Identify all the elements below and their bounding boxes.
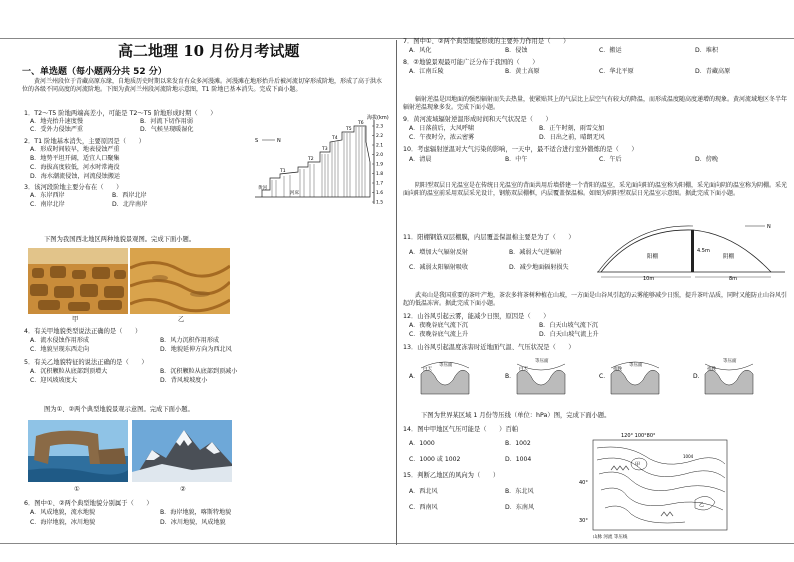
terrace-label-river: 黄河 [258,186,267,191]
intro-passage-5: 阴阳型双层日光温室是在传统日光温室的背面共用后墙搭建一个背阳的温室，采光面向阳的温室称为阳棚，采光面向阴的温室称为阴棚。采光面向阳的温室前采用双层采光设计，钢筋双层棚框，内层覆盖保温棉。如图为阴阳型双层日光温室示意图。据此完成下面小题。 [403,182,788,198]
question-12: 12．山谷风引起云雾，能减少日照，原因是（ ） [403,313,550,320]
terrace-ytick-label: 1.8 [376,172,384,177]
question-9: 9．黄河流域辐射逆温形成时间和天气状况是（ ） [403,116,552,123]
q8-option-a[interactable]: A．江南丘陵 [409,68,444,75]
q11-option-a[interactable]: A．增加大气辐射反射 [409,249,469,256]
q7-option-c[interactable]: C．搬运 [599,47,622,54]
terrace-label-t5: T5 [346,127,352,132]
q12-option-b[interactable]: B．白天山坡气流下沉 [539,322,599,329]
intro-passage-3: 图为①、②两个典型地貌景观示意图。完成下面小题。 [44,406,194,413]
q15-option-c[interactable]: C．西南风 [409,504,438,511]
q12-option-c[interactable]: C．夜晚谷底气流上升 [409,331,469,338]
q10-option-d[interactable]: D．傍晚 [695,156,718,163]
q3-option-a[interactable]: A．东岸西岸 [30,192,65,199]
q11-option-d[interactable]: D．减少地面辐射损失 [509,264,569,271]
greenhouse-label-yang: 阳棚 [647,254,659,260]
q4-option-c[interactable]: C．地貌呈现东西走向 [30,346,90,353]
q1-option-c[interactable]: C．受外力侵蚀严重 [30,126,84,133]
photo-glacier-peak [132,420,232,482]
terrace-ytick-label: 1.6 [376,191,384,196]
q10-option-a[interactable]: A．清晨 [409,156,432,163]
q6-option-b[interactable]: B．海岸地貌，喀斯特地貌 [160,509,232,516]
terrace-ytick-label: 1.7 [376,181,384,187]
q8-option-c[interactable]: C．华北平原 [599,68,634,75]
q1-option-b[interactable]: B．河流下切作用弱 [140,118,193,125]
q2-option-c[interactable]: C．海拔高度较低，河水时常淹没 [30,164,120,171]
terrace-label-t4: T4 [332,136,338,141]
valley-option-d [693,357,753,394]
question-10: 10．考虑辐射逆温对大气污染的影响，一天中，最不适合进行室外锻炼的是（ ） [403,146,638,153]
valley-d-letter: D． [693,373,704,380]
intro-passage-2: 下图为我国西北地区两种地貌景观图。完成下面小题。 [44,236,196,243]
left-column [0,0,396,562]
isobar-map-lat40: 40° [579,480,588,486]
exam-title: 高二地理 10 月份月考试题 [118,42,300,60]
q14-option-c[interactable]: C．1000 或 1002 [409,456,461,463]
terrace-ytick-label: 1.5 [376,200,384,206]
terrace-label-riverbed: 河床 [290,191,299,196]
q3-option-d[interactable]: D．北岸南岸 [112,201,148,208]
isobar-map-yi: 乙 [699,502,705,508]
q15-option-b[interactable]: B．东北风 [505,488,534,495]
terrace-label-n: N [277,138,281,144]
photo-sea-arch [28,420,128,482]
section-heading: 一、单选题（每小题两分共 52 分） [22,67,167,77]
terrace-ytick-label: 1.9 [376,162,384,168]
q14-option-d[interactable]: D．1004 [505,456,532,463]
intro-passage-1: 黄河兰州段位于青藏高原东缘，自地质历史时期以来发育有众多河漫滩。河漫滩在地形抬升后被河流切穿形成阶地，形成了高于洪水位的各级不同高度的河流阶地。下图为黄河兰州段河流阶地示意图，T1 阶地已基本消失。完成下面小题。 [22,78,383,94]
terrace-ylabel: 海拔(km) [367,115,389,121]
q1-option-a[interactable]: A．地壳抬升速度慢 [30,118,83,125]
q14-option-a[interactable]: A．1000 [409,440,435,447]
greenhouse-label-w1: 10m [643,276,655,282]
terrace-label-t6: T6 [358,121,364,126]
intro-passage-7: 下图为世界某区域 1 月份等压线（单位：hPa）图，完成下面小题。 [421,412,611,419]
q2-option-b[interactable]: B．地势平坦开阔，适宜人口聚集 [30,155,120,162]
question-1: 1．T2～T5 阶地两端高差小，可能是 T2～T5 阶地形成时期（ ） [24,110,217,117]
terrace-label-t1: T1 [280,169,286,174]
valley-c-letter: C． [599,373,610,380]
valley-wind-diagrams [407,354,787,400]
valley-a-iso: 等压面 [439,363,453,368]
q9-option-d[interactable]: D．日出之前，晴朗无风 [539,134,605,141]
q9-option-c[interactable]: C．午夜时分，浓云密雾 [409,134,475,141]
q15-option-a[interactable]: A．西北风 [409,488,438,495]
greenhouse-diagram [595,222,789,282]
greenhouse-label-w2: 8m [729,276,738,282]
q11-option-c[interactable]: C．减弱太阳辐射吸收 [409,264,469,271]
valley-d-iso: 等压面 [723,359,737,364]
q7-option-d[interactable]: D．堆积 [695,47,718,54]
right-column [399,0,794,562]
q12-option-a[interactable]: A．夜晚谷底气流下沉 [409,322,469,329]
terrace-ytick-label: 2.1 [376,143,384,149]
photo-dune [130,248,230,314]
q5-option-a[interactable]: A．沉积颗粒从底部到顶增大 [30,368,108,375]
question-13: 13．山谷风引起温度冻害时近地面气温、气压状况是（ ） [403,344,575,351]
question-4: 4．有关甲地貌类型说法正确的是（ ） [24,328,142,335]
terrace-diagram [250,112,390,212]
q5-option-d[interactable]: D．背风坡坡度小 [160,377,208,384]
isobar-map-longitudes: 120° 100°80° [621,433,656,439]
q2-option-a[interactable]: A．形成时间较早，地表侵蚀严重 [30,146,120,153]
q3-option-b[interactable]: B．西岸北岸 [112,192,147,199]
terrace-label-s: S [255,138,259,144]
valley-b-iso: 等压面 [535,359,549,364]
isobar-map-lat30: 30° [579,518,588,524]
question-6: 6．图中①、②两个典型地貌分别属于（ ） [24,500,153,507]
valley-option-a [409,361,469,394]
terrace-label-t2: T2 [308,157,314,162]
column-divider [396,40,397,545]
q7-option-b[interactable]: B．侵蚀 [505,47,528,54]
q6-option-c[interactable]: C．海岸地貌，冰川地貌 [30,519,96,526]
photo-label-jia: 甲 [72,316,79,323]
intro-passage-6: 武夷山是我国重要的茶叶产地，茶农多将茶树种植在山坡，一方面是山谷风引起的云雾能够减少日照，提升茶叶品质，同时又能防止山谷风引起的低温冻害。据此完成下面小题。 [403,292,788,308]
isobar-map-jia: 甲 [635,462,641,468]
q5-option-b[interactable]: B．沉积颗粒从底部到顶减小 [160,368,238,375]
isobar-map-value: 1004 [683,454,694,459]
q1-option-d[interactable]: D．气候呈现暖湿化 [140,126,194,133]
question-3: 3．该河段阶地主要分布在（ ） [24,184,123,191]
greenhouse-label-n: N [767,224,771,230]
question-11: 11．阳棚钢筋双层棚膜，内层覆盖保温棉主要是为了（ ） [403,234,575,241]
q10-option-b[interactable]: B．中午 [505,156,528,163]
valley-a-day: 白天 [423,367,432,372]
q15-option-d[interactable]: D．东南风 [505,504,535,511]
photo-yardang [28,248,128,314]
intro-passage-4: 辐射逆温是因地面的强烈辐射而失去热量，使紧贴其上的气层比上层空气有较大的降温，而形成温度随高度递增的现象。黄河流域地区冬半年辐射逆温现象多发。完成下面小题。 [403,96,788,112]
q4-option-b[interactable]: B．风力沉积作用形成 [160,337,220,344]
q2-option-d[interactable]: D．海水潮流侵蚀，河流侵蚀搬运 [30,173,121,180]
q8-option-b[interactable]: B．黄土高原 [505,68,540,75]
question-15: 15．判断乙地区的风向为（ ） [403,472,500,479]
q12-option-d[interactable]: D．白天山坡气流上升 [539,331,599,338]
q14-option-b[interactable]: B．1002 [505,440,531,447]
q4-option-d[interactable]: D．地貌延伸方向为西北风 [160,346,232,353]
q9-option-b[interactable]: B．正午时刻，雨雪交加 [539,125,605,132]
q8-option-d[interactable]: D．青藏高原 [695,68,731,75]
terrace-label-t3: T3 [322,147,328,152]
q11-option-b[interactable]: B．减弱大气逆辐射 [509,249,562,256]
q6-option-d[interactable]: D．冰川地貌，风成地貌 [160,519,226,526]
q5-option-c[interactable]: C．迎风坡坡度大 [30,377,77,384]
q9-option-a[interactable]: A．日落前后，大风呼啸 [409,125,475,132]
valley-c-day: 夜晚 [613,367,622,372]
valley-b-letter: B． [505,373,516,380]
terrace-ytick-label: 2.0 [376,153,384,158]
question-2: 2．T1 阶地基本消失，主要原因是（ ） [24,138,145,145]
question-5: 5．有关乙地貌特征的说法正确的是（ ） [24,359,148,366]
question-8: 8．②地貌景观最可能广泛分布于我国的（ ） [403,59,539,66]
valley-a-letter: A． [409,373,420,380]
terrace-ytick-label: 2.3 [376,124,384,130]
isobar-map [575,430,789,540]
question-14: 14．图中甲地区气压可能是（ ）百帕 [403,426,519,433]
q7-option-a[interactable]: A．风化 [409,47,432,54]
greenhouse-label-height: 4.5m [697,248,710,254]
greenhouse-label-yin: 阴棚 [723,254,735,260]
valley-d-day: 夜晚 [707,367,716,372]
q4-option-a[interactable]: A．流水侵蚀作用形成 [30,337,90,344]
q6-option-a[interactable]: A．风成地貌，流水地貌 [30,509,96,516]
isobar-map-legend: 山脉 河流 等压线 [593,535,628,540]
photo-label-1: ① [74,486,80,493]
photo-label-yi: 乙 [178,316,185,323]
valley-c-iso: 等压面 [629,363,643,368]
photo-label-2: ② [180,486,186,493]
q10-option-c[interactable]: C．午后 [599,156,622,163]
terrace-ytick-label: 2.2 [376,134,384,139]
valley-option-b [505,357,565,394]
valley-option-c [599,361,659,394]
valley-b-day: 白天 [519,367,528,372]
q3-option-c[interactable]: C．南岸北岸 [30,201,65,208]
question-7: 7．图中①、②两个典型地貌形成的主要外力作用是（ ） [403,38,570,45]
